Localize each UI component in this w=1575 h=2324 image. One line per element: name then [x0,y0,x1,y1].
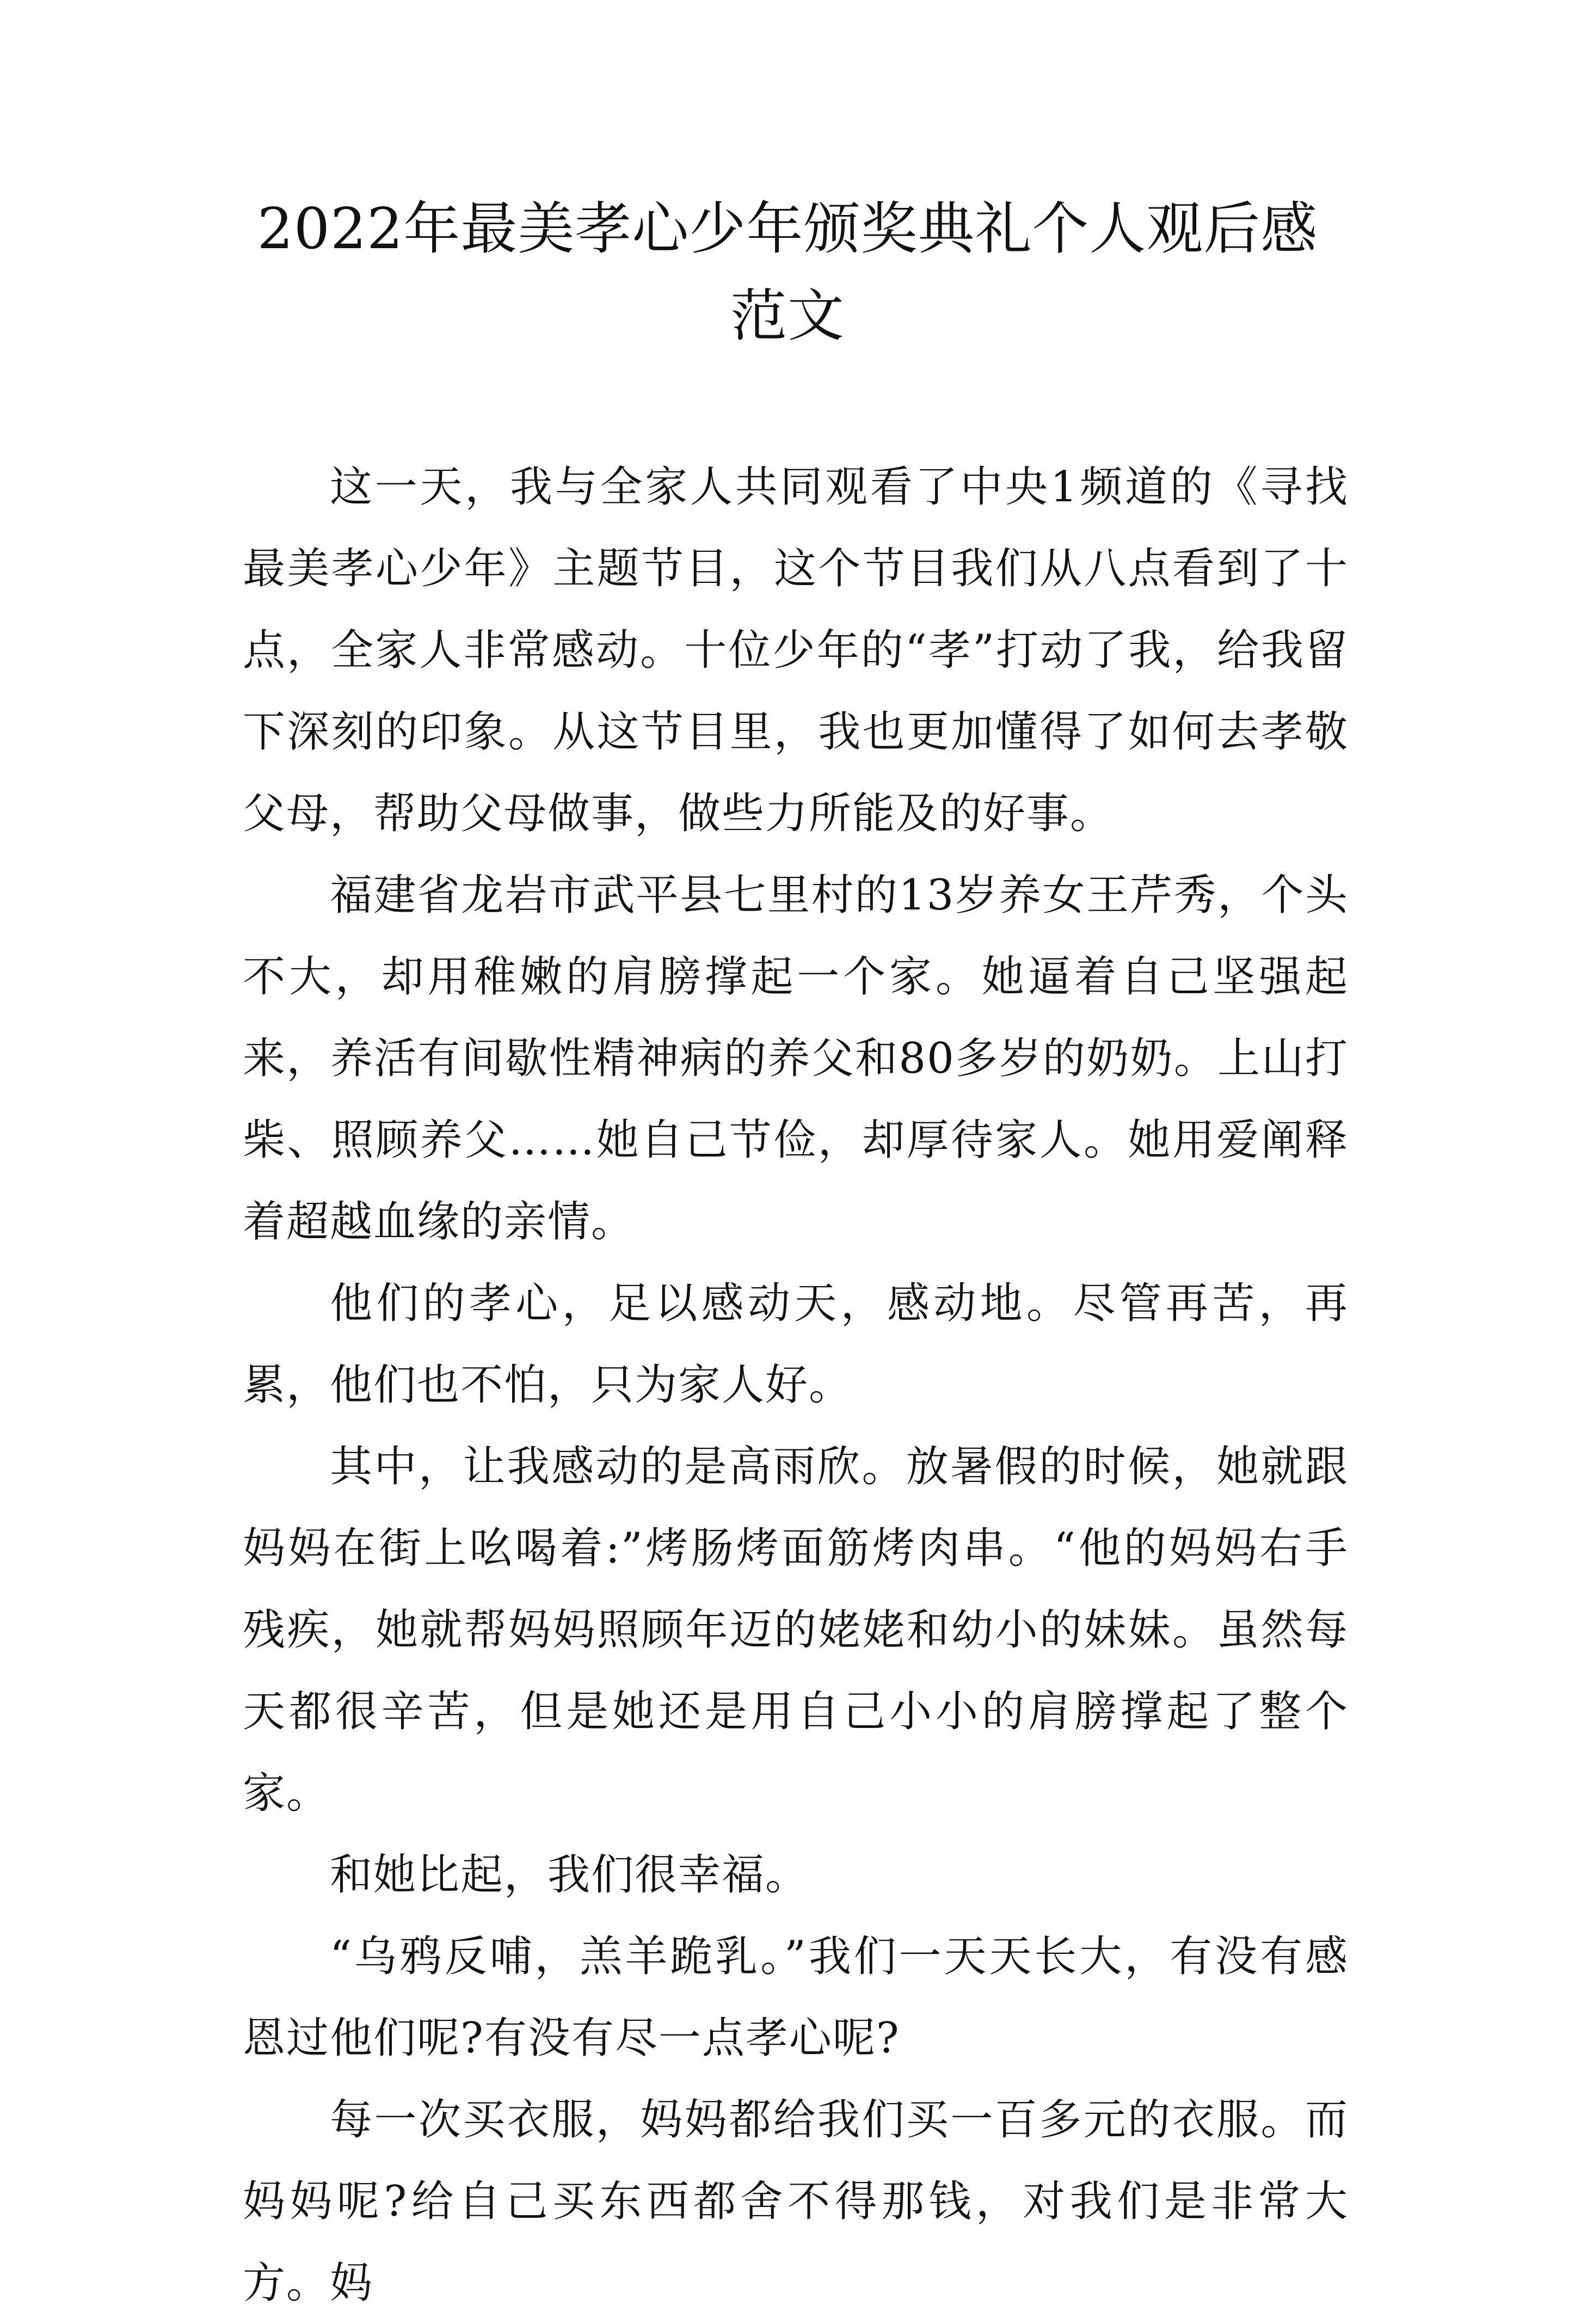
paragraph-6: “乌鸦反哺，羔羊跪乳。”我们一天天长大，有没有感恩过他们呢?有没有尽一点孝心呢? [243,1932,1349,2063]
title-line-2: 范文 [730,282,845,349]
document-title [239,185,1336,359]
paragraph-4: 其中，让我感动的是高雨欣。放暑假的时候，她就跟妈妈在街上吆喝着:”烤肠烤面筋烤肉串。“他的妈妈右手残疾，她就帮妈妈照顾年迈的姥姥和幼小的妹妹。虽然每天都很辛苦，但是她还是用自己小小的肩膀撑起了整个家。 [243,1442,1349,1818]
paragraph-1: 这一天，我与全家人共同观看了中央1频道的《寻找最美孝心少年》主题节目，这个节目我们从八点看到了十点，全家人非常感动。十位少年的“孝”打动了我，给我留下深刻的印象。从这节目里，我也更加懂得了如何去孝敬父母，帮助父母做事，做些力所能及的好事。 [243,463,1349,838]
paragraph-3: 他们的孝心，足以感动天，感动地。尽管再苦，再累，他们也不怕，只为家人好。 [243,1279,1349,1410]
paragraph-7: 每一次买衣服，妈妈都给我们买一百多元的衣服。而妈妈呢?给自己买东西都舍不得那钱，对我们是非常大方。妈 [243,2095,1349,2308]
paragraph-5: 和她比起，我们很幸福。 [330,1850,809,1899]
document-body [243,446,1349,2324]
title-line-1: 2022年最美孝心少年颁奖典礼个人观后感 [257,195,1318,262]
paragraph-2: 福建省龙岩市武平县七里村的13岁养女王芹秀，个头不大，却用稚嫩的肩膀撑起一个家。她逼着自己坚强起来，养活有间歇性精神病的养父和80多岁的奶奶。上山打柴、照顾养父……她自己节俭，却厚待家人。她用爱阐释着超越血缘的亲情。 [243,871,1349,1246]
